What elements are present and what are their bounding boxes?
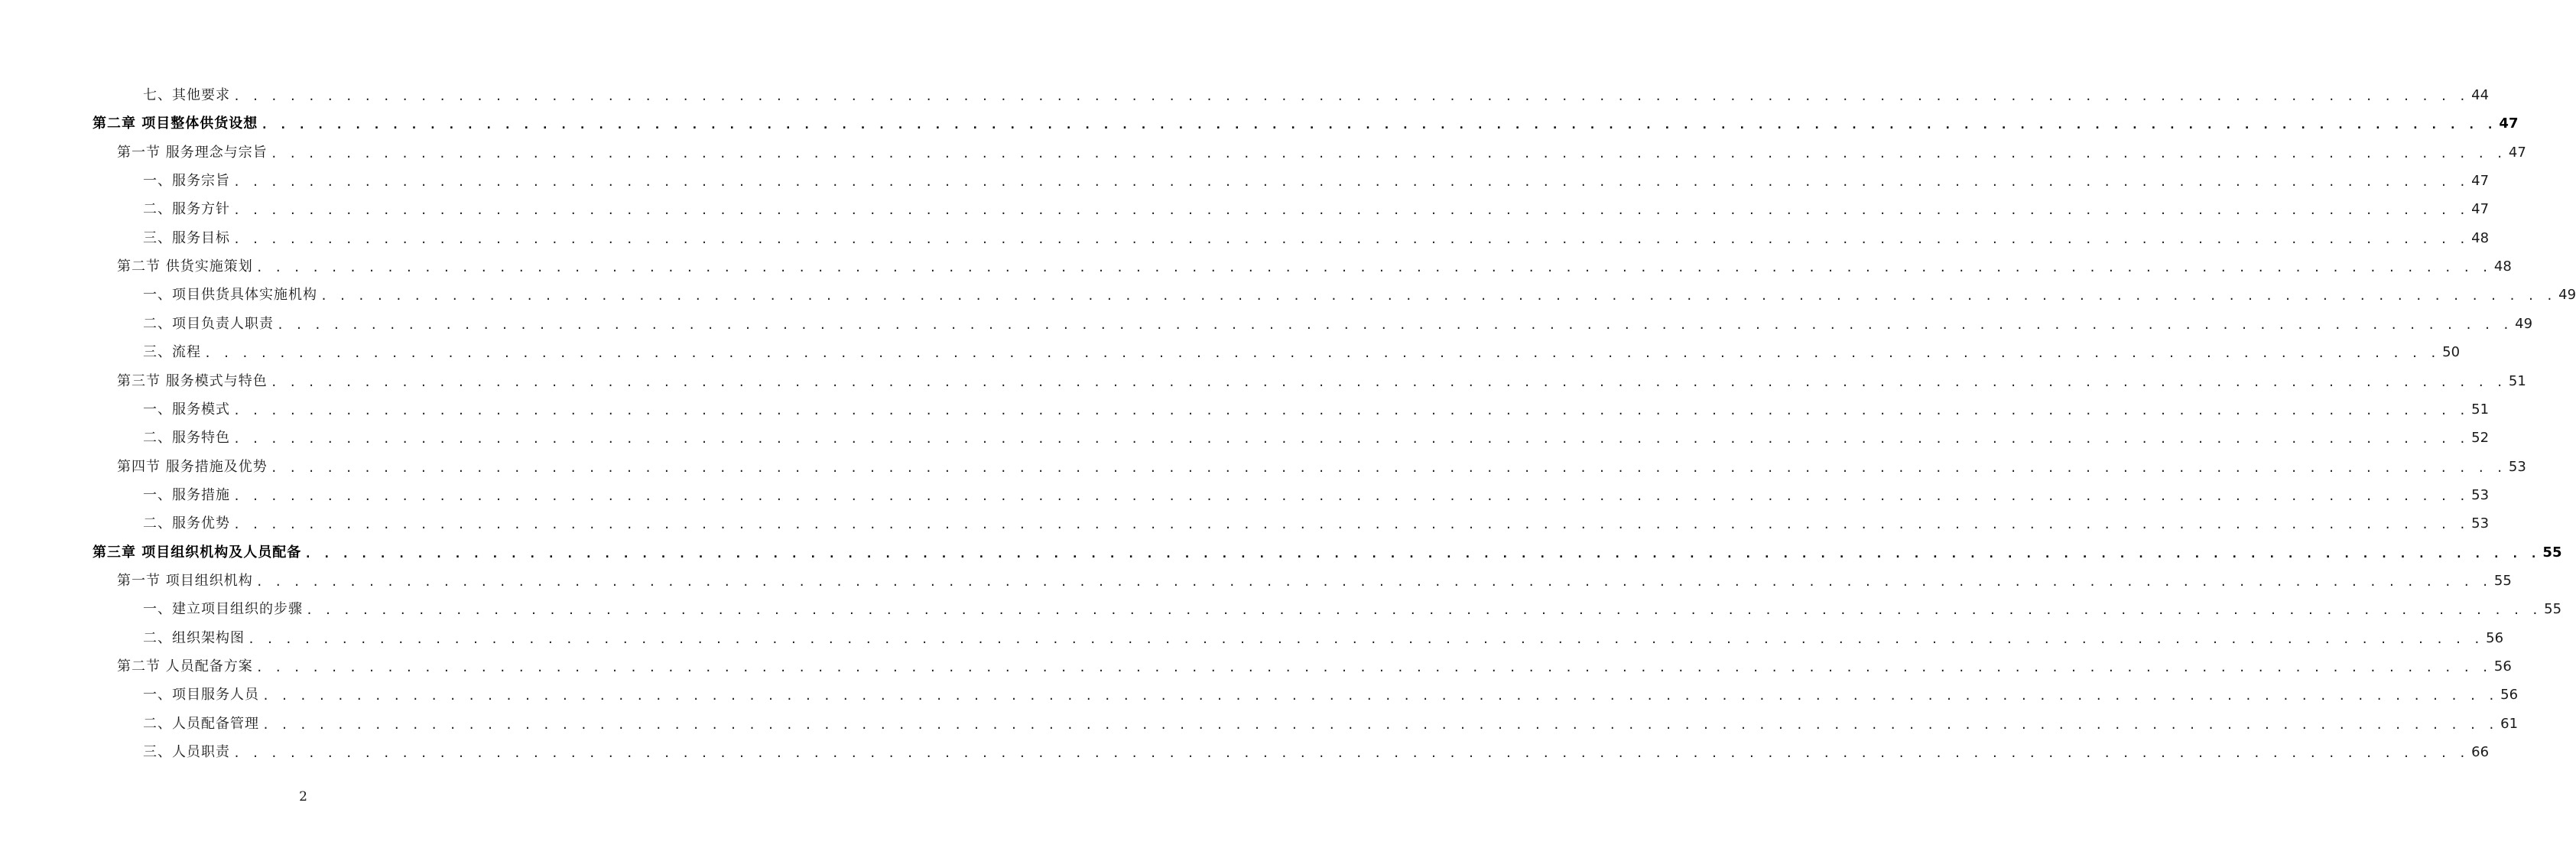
toc-entry-section[interactable] (117, 567, 2512, 590)
toc-entry-page-number: 52 (2471, 430, 2490, 447)
toc-entry-title: 三、人员职责 (143, 744, 230, 761)
dot-leader: . . . . . . . . . . . . . . . . . . . . . . . . . . . . . . . . . . . . . . . . . . . . . . . . . . . . . . . . . . . . . . . . . . . . . . . . . . . . . . . . . . . . . . . . . . . . . . . . . . . . . . . . . . . . . . . . . . . . . . . . (270, 375, 2506, 389)
toc-entry-page-number: 50 (2442, 344, 2461, 361)
toc-entry-title: 第三节 服务模式与特色 (117, 372, 268, 389)
dot-leader: . . . . . . . . . . . . . . . . . . . . . . . . . . . . . . . . . . . . . . . . . . . . . . . . . . . . . . . . . . . . . . . . . . . . . . . . . . . . . . . . . . . . . . . . . . . . . . . . . . . . . . . . . . . . . . . . . . . . . . . . (233, 518, 2469, 532)
dot-leader: . . . . . . . . . . . . . . . . . . . . . . . . . . . . . . . . . . . . . . . . . . . . . . . . . . . . . . . . . . . . . . . . . . . . . . . . . . . . . . . . . . . . . . . . . . . . . . . . . . . . . . . . . . . . . . . . . . . . . . . . (270, 460, 2506, 475)
toc-entry-page-number: 55 (2544, 601, 2562, 618)
toc-entry-chapter[interactable] (93, 109, 2519, 132)
toc-entry-title: 第一节 项目组织机构 (117, 572, 253, 589)
toc-entry-title: 二、人员配备管理 (143, 715, 259, 732)
toc-entry-title: 一、服务模式 (143, 401, 230, 418)
toc-entry-title: 第三章 项目组织机构及人员配备 (93, 544, 302, 561)
dot-leader: . . . . . . . . . . . . . . . . . . . . . . . . . . . . . . . . . . . . . . . . . . . . . . . . . . . . . . . . . . . . . . . . . . . . . . . . . . . . . . . . . . . . . . . . . . . . . . . . . . . . . . . . . . . . . . . . . . . . . . . . (262, 717, 2498, 732)
toc-entry-title: 第二节 人员配备方案 (117, 658, 253, 674)
toc-entry-item[interactable] (143, 624, 2504, 647)
toc-entry-page-number: 47 (2471, 201, 2490, 218)
dot-leader: . . . . . . . . . . . . . . . . . . . . . . . . . . . . . . . . . . . . . . . . . . . . . . . . . . . . . . . . . . . . . . . . . . . . . . . . . . . . . . . . . . . . . . . . . . . . . . . . . . . . . . . . . . . . . . . . . . . . . . . . (304, 546, 2540, 561)
dot-leader: . . . . . . . . . . . . . . . . . . . . . . . . . . . . . . . . . . . . . . . . . . . . . . . . . . . . . . . . . . . . . . . . . . . . . . . . . . . . . . . . . . . . . . . . . . . . . . . . . . . . . . . . . . . . . . . . . . . . . . . . (233, 89, 2469, 103)
toc-entry-item[interactable] (143, 338, 2461, 361)
toc-entry-section[interactable] (117, 138, 2526, 161)
toc-entry-page-number: 48 (2471, 229, 2490, 246)
toc-entry-title: 一、服务宗旨 (143, 173, 230, 190)
dot-leader: . . . . . . . . . . . . . . . . . . . . . . . . . . . . . . . . . . . . . . . . . . . . . . . . . . . . . . . . . . . . . . . . . . . . . . . . . . . . . . . . . . . . . . . . . . . . . . . . . . . . . . . . . . . . . . . . . . . . . . . . (233, 403, 2469, 418)
dot-leader: . . . . . . . . . . . . . . . . . . . . . . . . . . . . . . . . . . . . . . . . . . . . . . . . . . . . . . . . . . . . . . . . . . . . . . . . . . . . . . . . . . . . . . . . . . . . . . . . . . . . . . . . . . . . . . . . . . . . . . . . (233, 175, 2469, 190)
toc-entry-section[interactable] (117, 652, 2512, 675)
dot-leader: . . . . . . . . . . . . . . . . . . . . . . . . . . . . . . . . . . . . . . . . . . . . . . . . . . . . . . . . . . . . . . . . . . . . . . . . . . . . . . . . . . . . . . . . . . . . . . . . . . . . . . . . . . . . . . . . . . . . . . . . (233, 489, 2469, 503)
toc-entry-item[interactable] (143, 310, 2533, 333)
toc-entry-title: 第四节 服务措施及优势 (117, 458, 268, 475)
toc-entry-page-number: 49 (2558, 287, 2576, 304)
toc-entry-item[interactable] (143, 167, 2490, 190)
toc-entry-title: 一、建立项目组织的步骤 (143, 601, 303, 618)
toc-entry-title: 二、服务方针 (143, 201, 230, 218)
toc-entry-section[interactable] (117, 367, 2526, 390)
toc-entry-item[interactable] (143, 595, 2562, 618)
toc-entry-item[interactable] (143, 481, 2490, 504)
toc-entry-chapter[interactable] (93, 538, 2562, 561)
toc-entry-item[interactable] (143, 395, 2490, 418)
dot-leader: . . . . . . . . . . . . . . . . . . . . . . . . . . . . . . . . . . . . . . . . . . . . . . . . . . . . . . . . . . . . . . . . . . . . . . . . . . . . . . . . . . . . . . . . . . . . . . . . . . . . . . . . . . . . . . . . . . . . . . . . (248, 632, 2483, 646)
toc-entry-section[interactable] (117, 453, 2526, 476)
toc-entry-title: 第二节 供货实施策划 (117, 258, 253, 275)
toc-entry-title: 三、服务目标 (143, 229, 230, 246)
toc-entry-page-number: 61 (2500, 715, 2519, 732)
dot-leader: . . . . . . . . . . . . . . . . . . . . . . . . . . . . . . . . . . . . . . . . . . . . . . . . . . . . . . . . . . . . . . . . . . . . . . . . . . . . . . . . . . . . . . . . . . . . . . . . . . . . . . . . . . . . . . . . . . . . . . . . (261, 118, 2496, 132)
toc-entry-title: 二、服务优势 (143, 515, 230, 532)
toc-entry-title: 二、组织架构图 (143, 629, 245, 646)
dot-leader: . . . . . . . . . . . . . . . . . . . . . . . . . . . . . . . . . . . . . . . . . . . . . . . . . . . . . . . . . . . . . . . . . . . . . . . . . . . . . . . . . . . . . . . . . . . . . . . . . . . . . . . . . . . . . . . . . . . . . . . . (204, 346, 2440, 361)
dot-leader: . . . . . . . . . . . . . . . . . . . . . . . . . . . . . . . . . . . . . . . . . . . . . . . . . . . . . . . . . . . . . . . . . . . . . . . . . . . . . . . . . . . . . . . . . . . . . . . . . . . . . . . . . . . . . . . . . . . . . . . . (270, 146, 2506, 161)
toc-entry-page-number: 47 (2499, 115, 2519, 132)
toc-entry-page-number: 56 (2486, 629, 2504, 646)
toc-entry-title: 第二章 项目整体供货设想 (93, 115, 258, 132)
toc-entry-item[interactable] (143, 195, 2490, 218)
dot-leader: . . . . . . . . . . . . . . . . . . . . . . . . . . . . . . . . . . . . . . . . . . . . . . . . . . . . . . . . . . . . . . . . . . . . . . . . . . . . . . . . . . . . . . . . . . . . . . . . . . . . . . . . . . . . . . . . . . . . . . . . (233, 203, 2469, 218)
toc-entry-page-number: 55 (2493, 572, 2512, 589)
toc-entry-page-number: 66 (2471, 744, 2490, 761)
toc-entry-section[interactable] (117, 252, 2512, 275)
toc-entry-title: 三、流程 (143, 344, 201, 361)
dot-leader: . . . . . . . . . . . . . . . . . . . . . . . . . . . . . . . . . . . . . . . . . . . . . . . . . . . . . . . . . . . . . . . . . . . . . . . . . . . . . . . . . . . . . . . . . . . . . . . . . . . . . . . . . . . . . . . . . . . . . . . . (255, 661, 2491, 674)
toc-entry-item[interactable] (143, 281, 2576, 304)
toc-entry-page-number: 56 (2493, 658, 2512, 674)
toc-entry-page-number: 53 (2471, 515, 2490, 532)
dot-leader: . . . . . . . . . . . . . . . . . . . . . . . . . . . . . . . . . . . . . . . . . . . . . . . . . . . . . . . . . . . . . . . . . . . . . . . . . . . . . . . . . . . . . . . . . . . . . . . . . . . . . . . . . . . . . . . . . . . . . . . . (255, 574, 2491, 589)
toc-entry-title: 七、其他要求 (143, 87, 230, 103)
toc-entry-item[interactable] (143, 738, 2490, 761)
toc-entry-title: 二、服务特色 (143, 430, 230, 447)
toc-entry-title: 第一节 服务理念与宗旨 (117, 144, 268, 161)
toc-entry-title: 一、项目供货具体实施机构 (143, 287, 317, 304)
toc-entry-title: 一、项目服务人员 (143, 687, 259, 704)
dot-leader: . . . . . . . . . . . . . . . . . . . . . . . . . . . . . . . . . . . . . . . . . . . . . . . . . . . . . . . . . . . . . . . . . . . . . . . . . . . . . . . . . . . . . . . . . . . . . . . . . . . . . . . . . . . . . . . . . . . . . . . . (262, 689, 2498, 704)
dot-leader: . . . . . . . . . . . . . . . . . . . . . . . . . . . . . . . . . . . . . . . . . . . . . . . . . . . . . . . . . . . . . . . . . . . . . . . . . . . . . . . . . . . . . . . . . . . . . . . . . . . . . . . . . . . . . . . . . . . . . . . . (233, 432, 2469, 447)
dot-leader: . . . . . . . . . . . . . . . . . . . . . . . . . . . . . . . . . . . . . . . . . . . . . . . . . . . . . . . . . . . . . . . . . . . . . . . . . . . . . . . . . . . . . . . . . . . . . . . . . . . . . . . . . . . . . . . . . . . . . . . . (233, 746, 2469, 761)
dot-leader: . . . . . . . . . . . . . . . . . . . . . . . . . . . . . . . . . . . . . . . . . . . . . . . . . . . . . . . . . . . . . . . . . . . . . . . . . . . . . . . . . . . . . . . . . . . . . . . . . . . . . . . . . . . . . . . . . . . . . . . . (255, 261, 2491, 275)
toc-entry-page-number: 47 (2471, 173, 2490, 190)
toc-entry-title: 一、服务措施 (143, 486, 230, 503)
toc-entry-page-number: 47 (2508, 144, 2526, 161)
dot-leader: . . . . . . . . . . . . . . . . . . . . . . . . . . . . . . . . . . . . . . . . . . . . . . . . . . . . . . . . . . . . . . . . . . . . . . . . . . . . . . . . . . . . . . . . . . . . . . . . . . . . . . . . . . . . . . . . . . . . . . . . (277, 317, 2513, 332)
toc-entry-page-number: 51 (2508, 372, 2526, 389)
toc-entry-title: 二、项目负责人职责 (143, 315, 274, 332)
page-number: 2 (299, 789, 307, 804)
toc-entry-item[interactable] (143, 509, 2490, 532)
toc-entry-page-number: 49 (2515, 315, 2533, 332)
toc-entry-page-number: 51 (2471, 401, 2490, 418)
toc-entry-item[interactable] (143, 224, 2490, 247)
toc-entry-page-number: 53 (2471, 486, 2490, 503)
toc-entry-page-number: 53 (2508, 458, 2526, 475)
dot-leader: . . . . . . . . . . . . . . . . . . . . . . . . . . . . . . . . . . . . . . . . . . . . . . . . . . . . . . . . . . . . . . . . . . . . . . . . . . . . . . . . . . . . . . . . . . . . . . . . . . . . . . . . . . . . . . . . . . . . . . . . (320, 289, 2556, 304)
toc-entry-page-number: 55 (2542, 544, 2562, 561)
dot-leader: . . . . . . . . . . . . . . . . . . . . . . . . . . . . . . . . . . . . . . . . . . . . . . . . . . . . . . . . . . . . . . . . . . . . . . . . . . . . . . . . . . . . . . . . . . . . . . . . . . . . . . . . . . . . . . . . . . . . . . . . (233, 232, 2469, 246)
toc-entry-item[interactable] (143, 710, 2519, 733)
dot-leader: . . . . . . . . . . . . . . . . . . . . . . . . . . . . . . . . . . . . . . . . . . . . . . . . . . . . . . . . . . . . . . . . . . . . . . . . . . . . . . . . . . . . . . . . . . . . . . . . . . . . . . . . . . . . . . . . . . . . . . . . (306, 603, 2542, 618)
toc-entry-item[interactable] (143, 81, 2490, 104)
toc-entry-page-number: 48 (2493, 258, 2512, 275)
toc-entry-item[interactable] (143, 681, 2519, 704)
toc-entry-page-number: 56 (2500, 687, 2519, 704)
toc-entry-page-number: 44 (2471, 87, 2490, 103)
toc-entry-item[interactable] (143, 424, 2490, 447)
